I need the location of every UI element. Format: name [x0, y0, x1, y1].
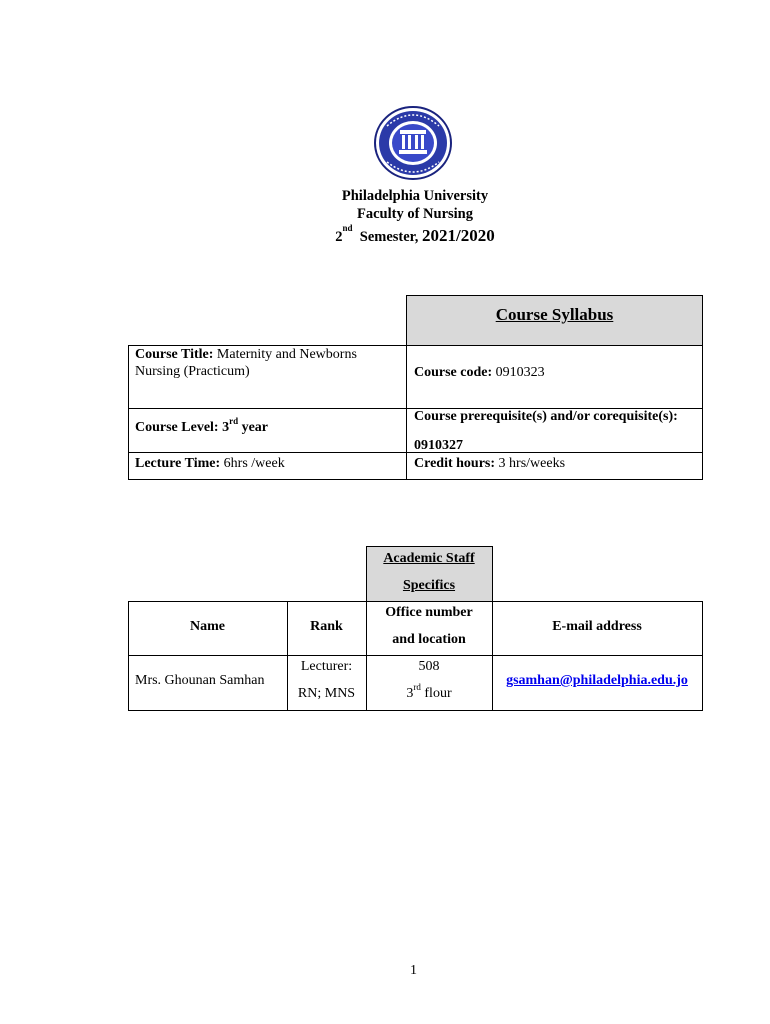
course-title-cell	[135, 346, 403, 380]
lecture-time-value: 6hrs /week	[223, 456, 285, 471]
course-level-year: year	[238, 420, 269, 435]
course-title-label: Course Title:	[135, 347, 214, 362]
column-header-email: E-mail address	[552, 619, 642, 634]
faculty-name: Faculty of Nursing	[357, 206, 473, 222]
staff-location-number: 3	[406, 686, 414, 701]
academic-staff-subtitle: Specifics	[402, 578, 456, 593]
semester-number: 2	[335, 229, 343, 245]
course-level-suffix: rd	[229, 416, 239, 426]
staff-location-suffix: rd	[413, 682, 421, 692]
semester-suffix: nd	[342, 223, 353, 233]
staff-office-number: 508	[418, 659, 440, 674]
academic-year: 2021/2020	[422, 226, 495, 245]
staff-location-word: flour	[420, 686, 452, 701]
course-code-cell	[414, 364, 545, 381]
column-header-office: Office number	[385, 605, 473, 620]
course-level-label: Course Level: 3	[135, 420, 230, 435]
semester-line	[0, 223, 770, 246]
column-header-rank: Rank	[310, 619, 343, 634]
staff-rank-title: Lecturer:	[300, 659, 353, 674]
course-code-label: Course code:	[414, 365, 493, 380]
column-header-name: Name	[190, 619, 225, 634]
lecture-time-cell	[135, 455, 285, 472]
staff-email-cell	[492, 672, 702, 689]
page-number: 1	[410, 963, 417, 978]
course-title-value: Maternity and Newborns Nursing (Practicum)	[135, 347, 357, 379]
staff-rank-degree: RN; MNS	[297, 686, 356, 701]
column-header-location: and location	[392, 632, 466, 647]
course-level-cell	[135, 416, 269, 436]
academic-staff-title: Academic Staff	[383, 551, 475, 566]
semester-word: Semester,	[359, 229, 423, 245]
credit-hours-label: Credit hours:	[414, 456, 496, 471]
university-seal-icon	[367, 104, 459, 182]
credit-hours-cell	[414, 455, 565, 472]
lecture-time-label: Lecture Time:	[135, 456, 221, 471]
course-code-value: 0910323	[495, 365, 545, 380]
prerequisite-value: 0910327	[414, 438, 463, 453]
university-name: Philadelphia University	[341, 188, 489, 204]
staff-name: Mrs. Ghounan Samhan	[135, 673, 265, 688]
staff-email-link[interactable]: gsamhan@philadelphia.edu.jo	[506, 673, 688, 688]
credit-hours-value: 3 hrs/weeks	[498, 456, 566, 471]
course-syllabus-title: Course Syllabus	[495, 305, 614, 324]
prerequisite-label: Course prerequisite(s) and/or corequisite(s):	[414, 409, 678, 424]
staff-location	[366, 682, 492, 702]
